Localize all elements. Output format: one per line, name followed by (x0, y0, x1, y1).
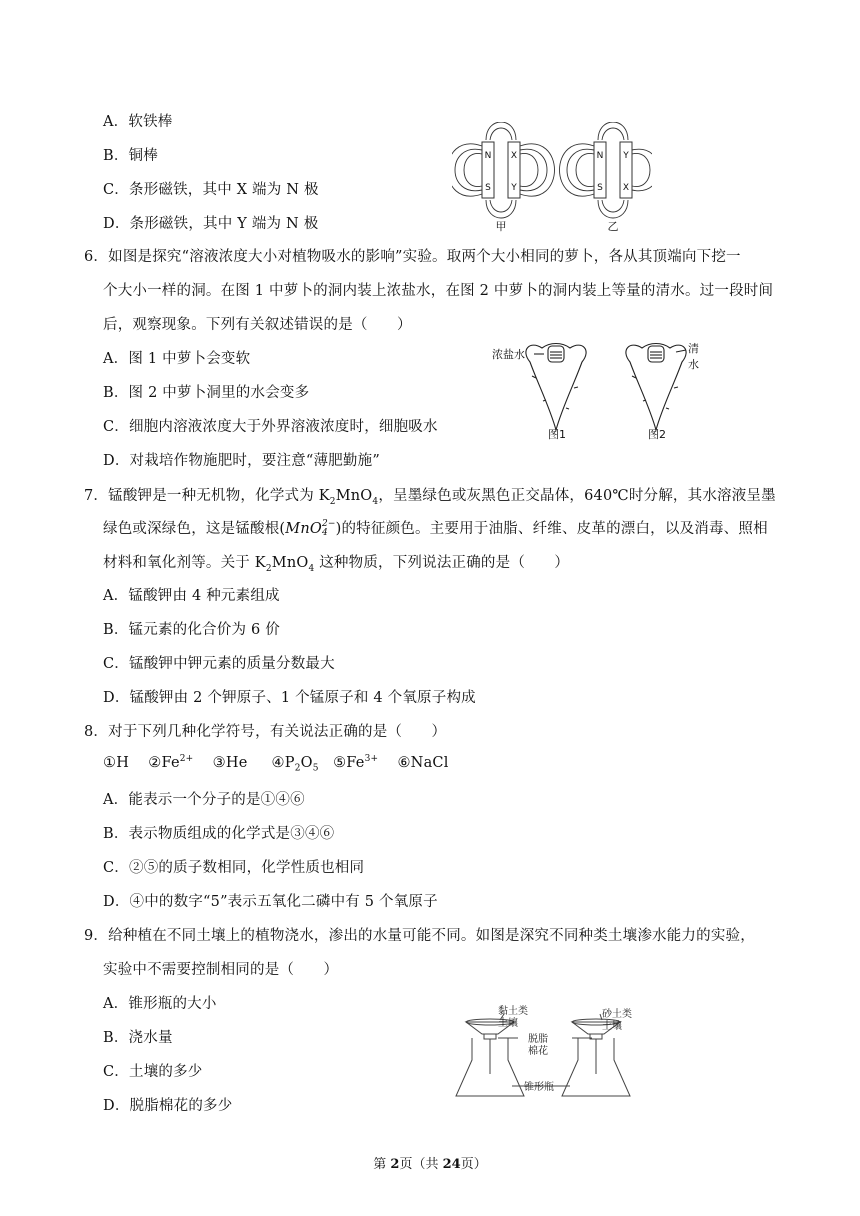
q9-flask-figure (452, 1004, 642, 1104)
magnet-right-pole-top-left: N (596, 151, 604, 161)
q9-stem-line-1: 9．给种植在不同土壤上的植物浇水，渗出的水量可能不同。如图是深究不同种类土壤渗水能力的实验， (84, 928, 755, 944)
label-salt-water: 浓盐水 (492, 348, 525, 361)
q7-option-a: A．锰酸钾由 4 种元素组成 (103, 588, 280, 604)
magnet-right-pole-bottom-right: X (622, 183, 630, 193)
magnet-right-pole-bottom-left: S (597, 183, 603, 193)
caption-figure-1: 图1 (548, 428, 566, 441)
q6-option-d: D．对栽培作物施肥时，要注意“薄肥勤施” (103, 453, 380, 469)
label-cotton-1: 脱脂 (528, 1034, 548, 1045)
magnet-right-pole-top-right: Y (623, 151, 629, 161)
q5-option-c: C．条形磁铁，其中 X 端为 N 极 (103, 182, 319, 198)
q8-symbols: ①H $②Fe^{2+}$ ③He $④P_2O_5$ $⑤Fe^{3+}$ ⑥NaCl (103, 754, 449, 774)
label-sand-soil-1: 砂土类 (602, 1009, 632, 1020)
q5-option-a: A．软铁棒 (103, 114, 173, 130)
q8-option-a: A．能表示一个分子的是①④⑥ (103, 792, 305, 808)
label-sand-soil-2: 土壤 (602, 1021, 622, 1032)
q8-option-c: C．②⑤的质子数相同，化学性质也相同 (103, 860, 365, 876)
q7-stem-line-1: 7．锰酸钾是一种无机物，化学式为 $K_2MnO_4$，呈墨绿色或灰黑色正交晶体，640℃时分解，其水溶液呈墨 (84, 488, 776, 507)
label-flask: 锥形瓶 (524, 1082, 554, 1093)
q9-stem-line-2: 实验中不需要控制相同的是（ ） (103, 962, 339, 978)
caption-figure-2: 图2 (648, 428, 666, 441)
q7-option-c: C．锰酸钾中钾元素的质量分数最大 (103, 656, 335, 672)
label-clear-water-1: 清 (688, 342, 699, 355)
q6-stem-line-2: 个大小一样的洞。在图 1 中萝卜的洞内装上浓盐水，在图 2 中萝卜的洞内装上等量的清水。过一段时间 (103, 283, 774, 299)
q7-stem-line-2: 绿色或深绿色，这是锰酸根(MnO 2− 4 )的特征颜色。主要用于油脂、纤维、皮革的漂白，以及消毒、照相 (103, 519, 768, 538)
magnet-left-pole-top-right: X (510, 151, 518, 161)
page-number: 2 (390, 1157, 400, 1172)
q9-option-d: D．脱脂棉花的多少 (103, 1098, 233, 1114)
page-footer: 第 2页（共 24页） (373, 1157, 487, 1172)
manganate-ion: MnO 2− 4 (285, 519, 336, 538)
caption-jia: 甲 (495, 220, 507, 233)
magnet-left-pole-bottom-left: S (485, 183, 491, 193)
q5-magnet-figure (452, 122, 652, 234)
q7-option-b: B．锰元素的化合价为 6 价 (103, 622, 280, 638)
q9-option-a: A．锥形瓶的大小 (103, 996, 217, 1012)
label-clay-soil-2: 土壤 (498, 1018, 518, 1029)
q6-option-b: B．图 2 中萝卜洞里的水会变多 (103, 385, 310, 401)
q6-stem-line-3: 后，观察现象。下列有关叙述错误的是（ ） (103, 317, 412, 333)
page-total: 24 (442, 1157, 461, 1172)
q7-stem-line-3: 材料和氧化剂等。关于 $K_2MnO_4$ 这种物质，下列说法正确的是（ ） (103, 555, 570, 574)
label-cotton-2: 棉花 (528, 1046, 548, 1057)
q8-stem: 8．对于下列几种化学符号，有关说法正确的是（ ） (84, 724, 447, 740)
q6-radish-figure (490, 338, 710, 442)
label-clear-water-2: 水 (688, 358, 699, 371)
q5-option-d: D．条形磁铁，其中 Y 端为 N 极 (103, 216, 319, 232)
q6-option-c: C．细胞内溶液浓度大于外界溶液浓度时，细胞吸水 (103, 419, 438, 435)
q8-option-d: D．④中的数字“5”表示五氧化二磷中有 5 个氧原子 (103, 894, 438, 910)
q6-stem-line-1: 6．如图是探究“溶液浓度大小对植物吸水的影响”实验。取两个大小相同的萝卜，各从其顶端向下挖一 (84, 249, 741, 265)
q8-option-b: B．表示物质组成的化学式是③④⑥ (103, 826, 335, 842)
q9-option-b: B．浇水量 (103, 1030, 173, 1046)
q5-option-b: B．铜棒 (103, 148, 158, 164)
label-clay-soil-1: 黏土类 (498, 1006, 528, 1017)
q7-option-d: D．锰酸钾由 2 个钾原子、1 个锰原子和 4 个氧原子构成 (103, 690, 476, 706)
q6-option-a: A．图 1 中萝卜会变软 (103, 351, 251, 367)
magnet-left-pole-bottom-right: Y (511, 183, 517, 193)
q9-option-c: C．土壤的多少 (103, 1064, 203, 1080)
magnet-left-pole-top-left: N (484, 151, 492, 161)
caption-yi: 乙 (607, 220, 619, 233)
